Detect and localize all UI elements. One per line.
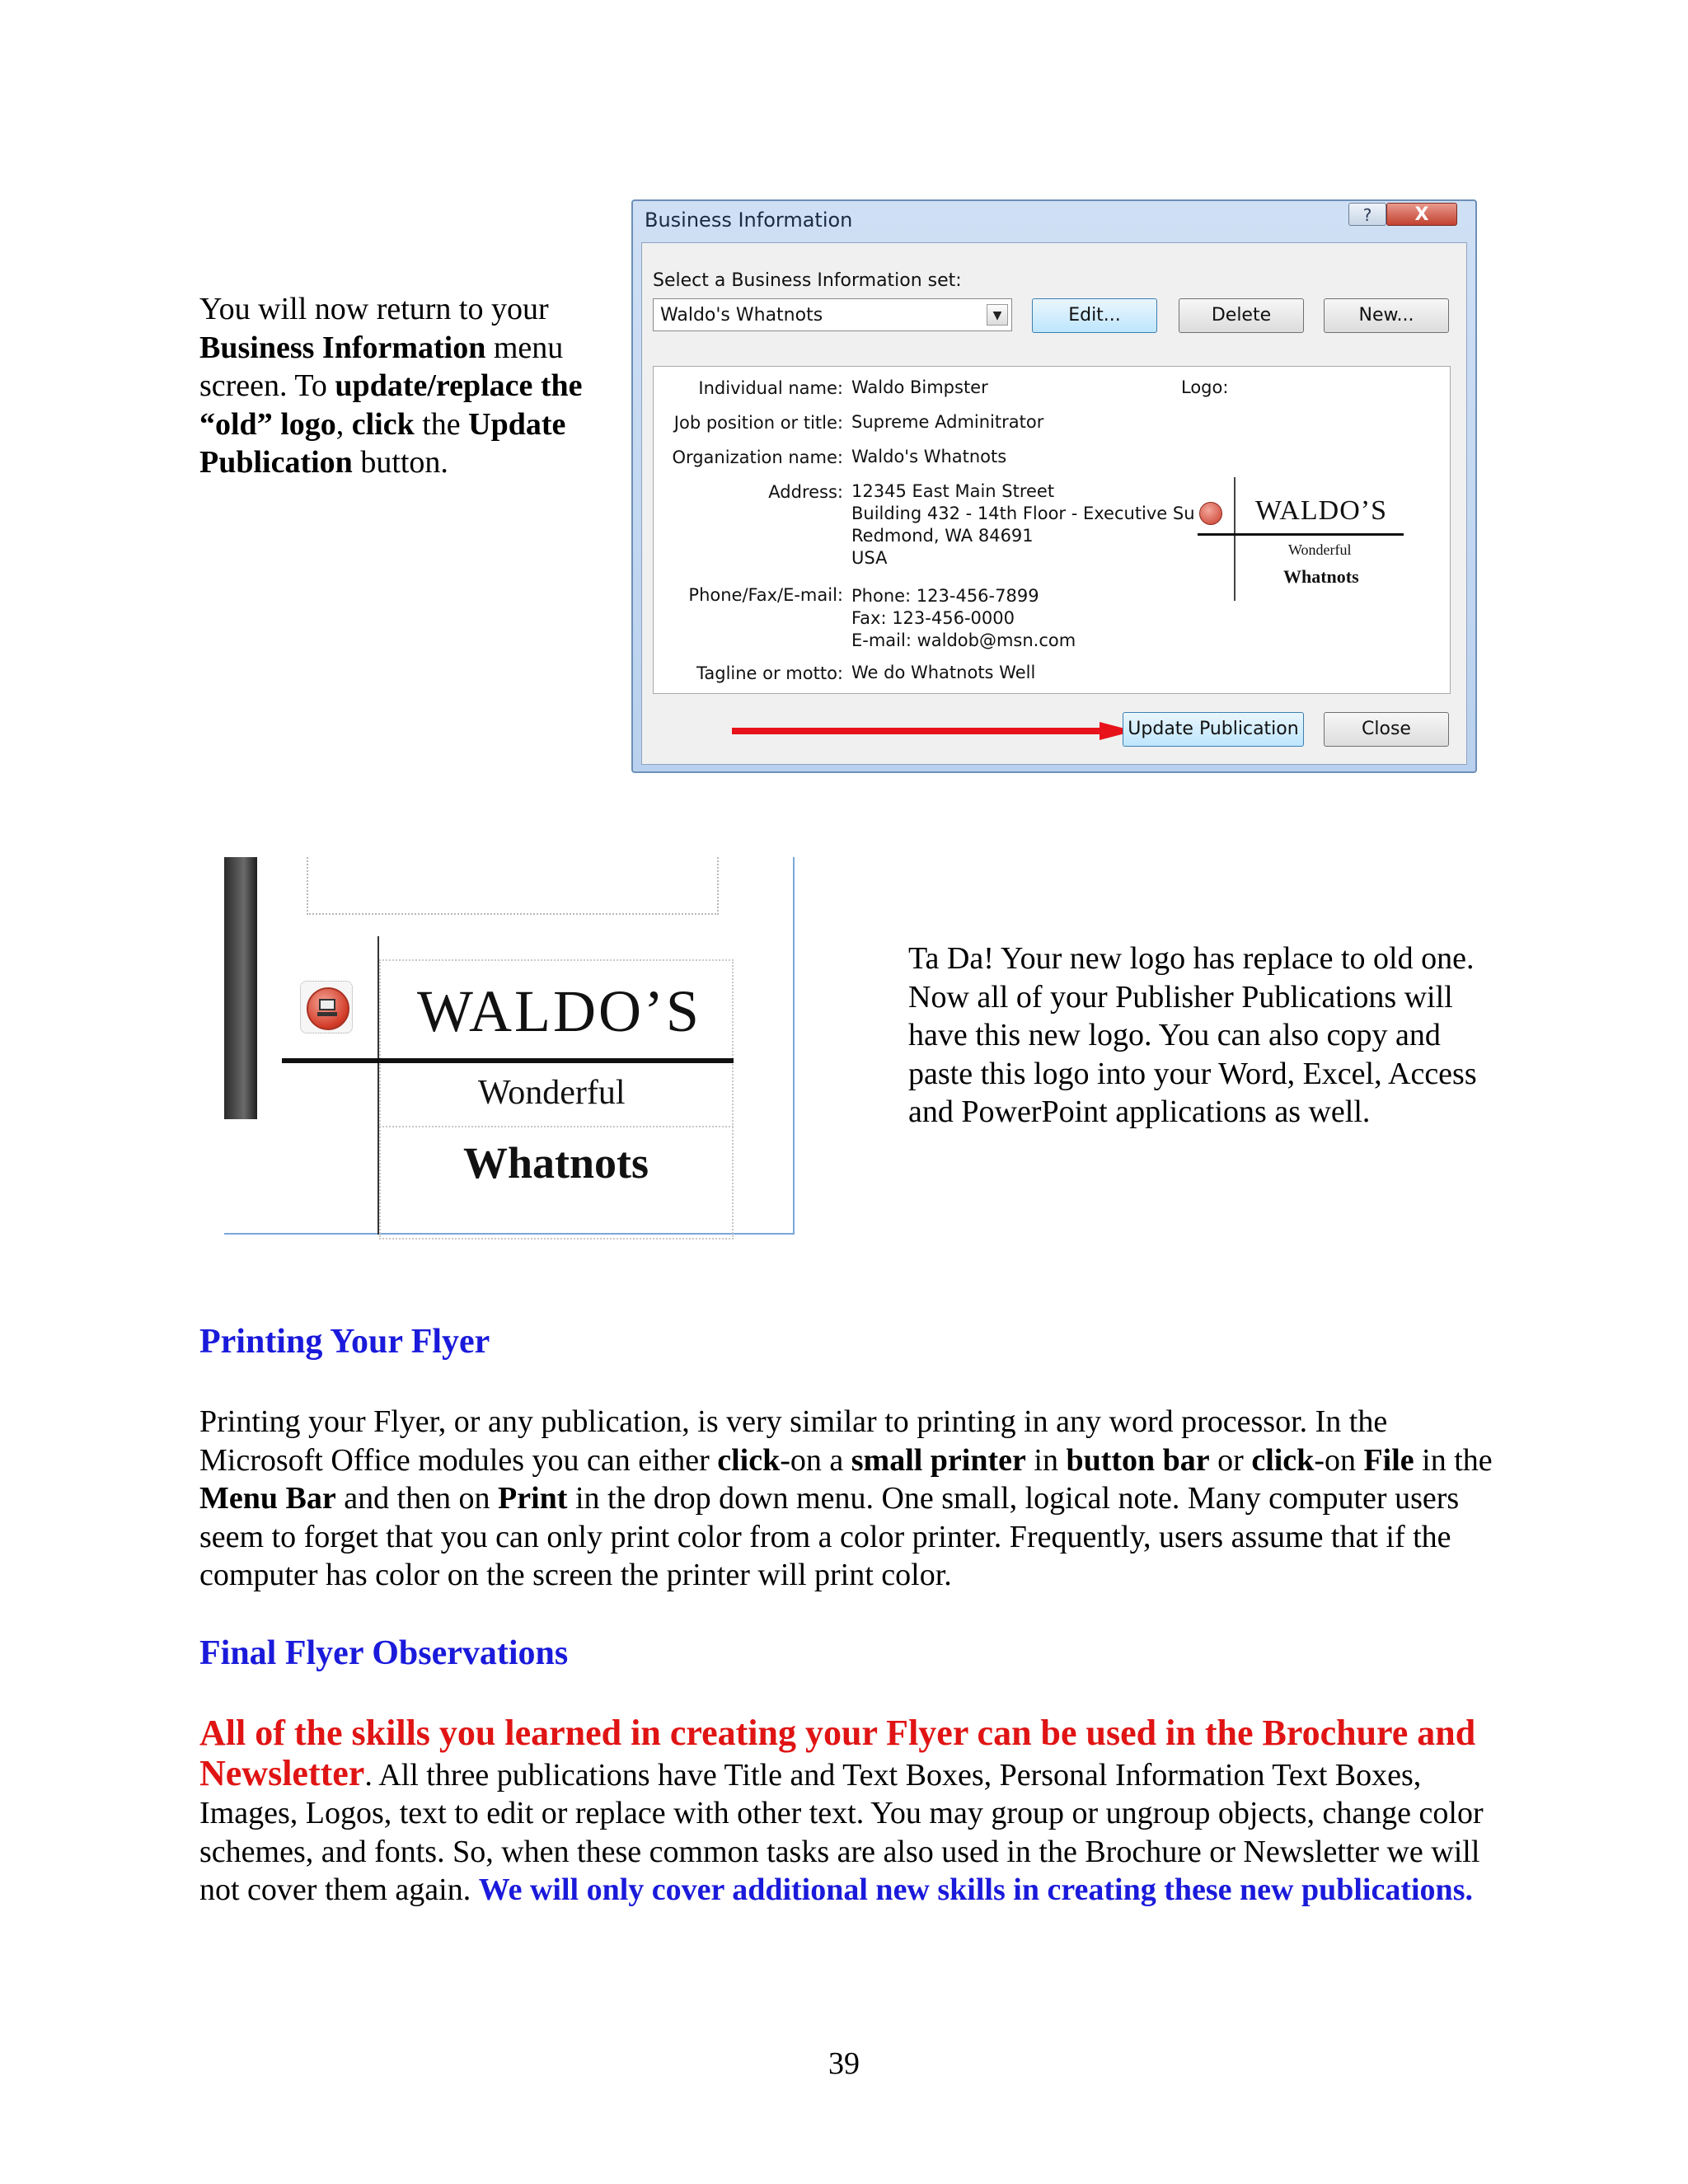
org-name-value: Waldo's Whatnots — [851, 447, 1007, 466]
close-button[interactable]: Close — [1324, 712, 1449, 747]
fax-line: Fax: 123-456-0000 — [851, 608, 1015, 628]
intro-text: You will now return to your — [199, 292, 549, 326]
logo-waldos: WALDO’S — [417, 978, 701, 1044]
logo-line-horizontal — [282, 1058, 734, 1063]
printing-heading: Printing Your Flyer — [199, 1323, 490, 1361]
logo-wonderful: Wonderful — [1288, 541, 1352, 558]
phone-line: Phone: 123-456-7899 — [851, 586, 1039, 606]
select-value: Waldo's Whatnots — [660, 305, 823, 326]
monitor-glyph — [319, 999, 335, 1010]
logo-divider-horizontal — [1198, 533, 1404, 536]
dialog-title: Business Information — [645, 209, 853, 232]
close-icon[interactable]: X — [1386, 203, 1457, 226]
text-box-frame — [307, 857, 719, 915]
page-number: 39 — [828, 2046, 860, 2081]
intro-text: the — [414, 406, 469, 442]
final-blue-emphasis: We will only cover additional new skills in creating these new publications. — [478, 1872, 1473, 1907]
printing-bold: click — [1251, 1442, 1315, 1478]
logo-line-vertical — [377, 936, 379, 1235]
logo-wonderful: Wonderful — [478, 1074, 626, 1112]
printing-bold: File — [1363, 1442, 1414, 1478]
intro-bold-click: click — [351, 406, 415, 442]
logo-whatnots: Whatnots — [463, 1138, 649, 1188]
intro-paragraph — [199, 290, 587, 482]
business-info-panel — [653, 366, 1451, 694]
logo-waldos: WALDO’S — [1255, 495, 1387, 526]
help-icon[interactable]: ? — [1348, 203, 1386, 226]
intro-bold-business-information: Business Information — [199, 330, 486, 365]
job-title-label: Job position or title: — [673, 413, 843, 433]
dialog-titlebar — [633, 201, 1475, 234]
business-info-set-select[interactable] — [653, 298, 1012, 331]
delete-button[interactable]: Delete — [1179, 298, 1304, 333]
printing-text: in the — [1414, 1442, 1493, 1478]
final-observations-heading: Final Flyer Observations — [199, 1634, 569, 1672]
tagline-label: Tagline or motto: — [696, 663, 843, 683]
final-text: . All three publications have Title and Text Boxes, Personal Information Text Boxes, Images, Logos, text to edit or replace with other text. You may group or ungroup objects, change color schemes, and fonts. So, when these common tasks are also used in the Brochure or Newsletter we will not cover them again. — [199, 1757, 1484, 1907]
job-title-value: Supreme Adminitrator — [851, 412, 1044, 432]
business-information-dialog — [631, 199, 1477, 773]
intro-text: , — [335, 406, 352, 442]
dialog-logo-preview — [1198, 477, 1412, 609]
page-edge-right — [793, 857, 795, 1235]
tada-paragraph: Ta Da! Your new logo has replace to old one. Now all of your Publisher Publications will have this new logo. You can also copy and paste this logo into your Word, Excel, Access and PowerPoint applications as well. — [908, 941, 1477, 1129]
publication-logo-screenshot — [224, 857, 795, 1236]
printing-text: in the drop down menu. One small, logical note. Many computer users seem to forget that you can only print color from a color printer. Frequently, users assume that if the computer has color on the screen the printer will print color. — [199, 1481, 1460, 1592]
individual-name-value: Waldo Bimpster — [851, 377, 988, 397]
computer-icon — [307, 987, 349, 1030]
printing-bold: click — [717, 1442, 781, 1478]
select-set-label: Select a Business Information set: — [653, 270, 962, 291]
printing-text: or — [1209, 1442, 1252, 1478]
intro-bold-update-publication: Update Publication — [199, 406, 566, 480]
update-publication-button[interactable]: Update Publication — [1123, 712, 1304, 747]
printing-text: -on — [1314, 1442, 1364, 1478]
intro-bold-update-replace: update/replace the “old” logo — [199, 368, 583, 442]
email-line: E-mail: waldob@msn.com — [851, 630, 1076, 650]
printing-bold: Print — [498, 1481, 568, 1516]
org-name-label: Organization name: — [672, 448, 843, 467]
individual-name-label: Individual name: — [698, 378, 843, 398]
logo-whatnots: Whatnots — [1283, 566, 1359, 587]
printing-text: -on a — [780, 1442, 851, 1478]
printing-text: Printing your Flyer, or any publication, is very similar to printing in any word processor. In the Microsoft Office modules you can either — [199, 1404, 1388, 1478]
edit-button[interactable]: Edit... — [1032, 298, 1157, 333]
logo-label: Logo: — [1181, 377, 1229, 397]
printing-bold: button bar — [1066, 1442, 1210, 1478]
logo-divider-dotted — [379, 1126, 734, 1127]
printing-bold: Menu Bar — [199, 1481, 336, 1516]
final-red-emphasis: All of the skills you learned in creating your Flyer can be used in the Brochure and Newsletter — [199, 1713, 1476, 1793]
intro-text: menu screen. To — [199, 330, 564, 403]
address-label: Address: — [768, 482, 843, 502]
intro-text: button. — [352, 445, 448, 480]
red-arrow-icon — [732, 722, 1134, 740]
chevron-down-icon[interactable]: ▼ — [987, 304, 1008, 326]
printing-paragraph — [199, 1403, 1493, 1595]
computer-icon — [1199, 502, 1222, 525]
final-observations-paragraph — [199, 1714, 1502, 1910]
address-line: Redmond, WA 84691 — [851, 526, 1034, 546]
address-line: Building 432 - 14th Floor - Executive Su — [851, 504, 1195, 523]
photo-edge — [224, 857, 257, 1119]
address-line: USA — [851, 548, 888, 568]
logo-divider-vertical — [1234, 477, 1236, 601]
tagline-value: We do Whatnots Well — [851, 663, 1036, 682]
keyboard-glyph — [317, 1012, 337, 1016]
phone-fax-email-label: Phone/Fax/E-mail: — [688, 585, 843, 605]
address-line: 12345 East Main Street — [851, 481, 1055, 501]
printing-text: and then on — [335, 1481, 499, 1516]
printing-bold: small printer — [851, 1442, 1026, 1478]
new-button[interactable]: New... — [1324, 298, 1449, 333]
printing-text: in — [1025, 1442, 1067, 1478]
